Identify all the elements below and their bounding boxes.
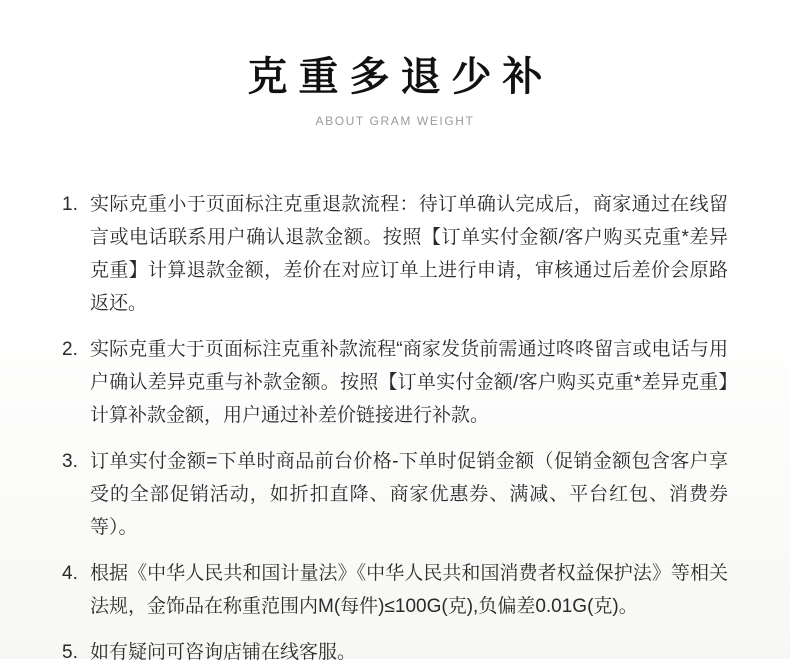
item-text: 根据《中华人民共和国计量法》《中华人民共和国消费者权益保护法》等相关法规，金饰品在称重范围内M(每件)≤100G(克),负偏差0.01G(克)。 xyxy=(90,563,728,617)
page-subtitle: ABOUT GRAM WEIGHT xyxy=(315,114,475,128)
policy-list xyxy=(0,188,790,669)
item-number: 2. xyxy=(62,339,78,360)
list-item xyxy=(62,333,728,432)
item-number: 1. xyxy=(62,194,78,215)
item-text: 实际克重大于页面标注克重补款流程“商家发货前需通过咚咚留言或电话与用户确认差异克重与补款金额。按照【订单实付金额/客户购买克重*差异克重】计算补款金额，用户通过补差价链接进行补款。 xyxy=(90,339,728,426)
item-text: 订单实付金额=下单时商品前台价格-下单时促销金额（促销金额包含客户享受的全部促销活动，如折扣直降、商家优惠券、满减、平台红包、消费券等）。 xyxy=(90,451,728,538)
item-number: 3. xyxy=(62,451,78,472)
page-title: 克重多退少补 xyxy=(247,55,554,99)
item-text: 实际克重小于页面标注克重退款流程：待订单确认完成后，商家通过在线留言或电话联系用户确认退款金额。按照【订单实付金额/客户购买克重*差异克重】计算退款金额，差价在对应订单上进行申请，审核通过后差价会原路返还。 xyxy=(90,194,728,314)
item-number: 5. xyxy=(62,642,78,663)
list-item xyxy=(62,445,728,544)
list-item xyxy=(62,636,728,669)
section-header xyxy=(0,0,790,128)
list-item xyxy=(62,557,728,623)
item-text: 如有疑问可咨询店铺在线客服。 xyxy=(90,642,357,663)
item-number: 4. xyxy=(62,563,78,584)
list-item xyxy=(62,188,728,320)
